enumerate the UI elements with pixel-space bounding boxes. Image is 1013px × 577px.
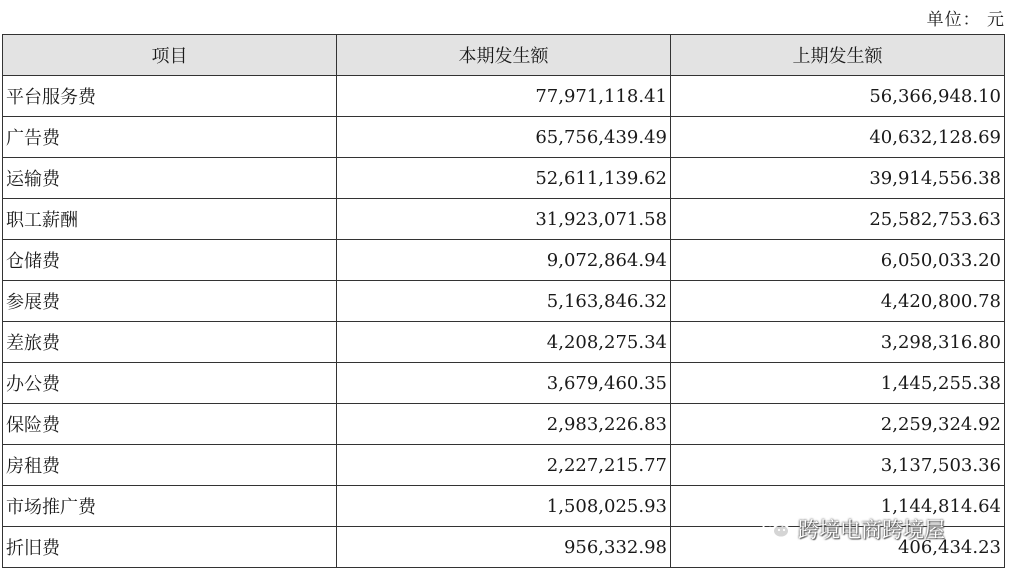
table-row	[3, 445, 1005, 486]
previous-amount-cell: 25,582,753.63	[671, 199, 1005, 240]
item-cell: 平台服务费	[3, 76, 337, 117]
expense-table	[2, 34, 1005, 568]
item-cell: 保险费	[3, 404, 337, 445]
previous-amount-cell: 406,434.23	[671, 527, 1005, 568]
item-cell: 广告费	[3, 117, 337, 158]
table-row	[3, 404, 1005, 445]
previous-amount-cell: 39,914,556.38	[671, 158, 1005, 199]
item-cell: 差旅费	[3, 322, 337, 363]
table-body	[3, 76, 1005, 568]
current-amount-cell: 2,983,226.83	[337, 404, 671, 445]
previous-amount-cell: 3,137,503.36	[671, 445, 1005, 486]
table-row	[3, 76, 1005, 117]
previous-amount-cell: 2,259,324.92	[671, 404, 1005, 445]
current-amount-cell: 52,611,139.62	[337, 158, 671, 199]
previous-amount-cell: 56,366,948.10	[671, 76, 1005, 117]
table-row	[3, 486, 1005, 527]
previous-amount-cell: 6,050,033.20	[671, 240, 1005, 281]
header-current-period: 本期发生额	[337, 35, 671, 76]
unit-label: 单位： 元	[926, 10, 1005, 30]
item-cell: 折旧费	[3, 527, 337, 568]
current-amount-cell: 77,971,118.41	[337, 76, 671, 117]
current-amount-cell: 9,072,864.94	[337, 240, 671, 281]
table-row	[3, 281, 1005, 322]
item-cell: 仓储费	[3, 240, 337, 281]
table-row	[3, 240, 1005, 281]
previous-amount-cell: 40,632,128.69	[671, 117, 1005, 158]
previous-amount-cell: 1,445,255.38	[671, 363, 1005, 404]
current-amount-cell: 956,332.98	[337, 527, 671, 568]
item-cell: 办公费	[3, 363, 337, 404]
header-item: 项目	[3, 35, 337, 76]
current-amount-cell: 3,679,460.35	[337, 363, 671, 404]
current-amount-cell: 1,508,025.93	[337, 486, 671, 527]
previous-amount-cell: 1,144,814.64	[671, 486, 1005, 527]
table-row	[3, 199, 1005, 240]
item-cell: 房租费	[3, 445, 337, 486]
table-row	[3, 527, 1005, 568]
current-amount-cell: 65,756,439.49	[337, 117, 671, 158]
current-amount-cell: 4,208,275.34	[337, 322, 671, 363]
table-row	[3, 158, 1005, 199]
item-cell: 市场推广费	[3, 486, 337, 527]
table-row	[3, 117, 1005, 158]
header-previous-period: 上期发生额	[671, 35, 1005, 76]
current-amount-cell: 5,163,846.32	[337, 281, 671, 322]
item-cell: 职工薪酬	[3, 199, 337, 240]
watermark-text: 跨境电商跨境屋	[798, 518, 945, 542]
table-row	[3, 363, 1005, 404]
previous-amount-cell: 3,298,316.80	[671, 322, 1005, 363]
table-header-row	[3, 35, 1005, 76]
item-cell: 运输费	[3, 158, 337, 199]
item-cell: 参展费	[3, 281, 337, 322]
previous-amount-cell: 4,420,800.78	[671, 281, 1005, 322]
current-amount-cell: 31,923,071.58	[337, 199, 671, 240]
current-amount-cell: 2,227,215.77	[337, 445, 671, 486]
table-row	[3, 322, 1005, 363]
